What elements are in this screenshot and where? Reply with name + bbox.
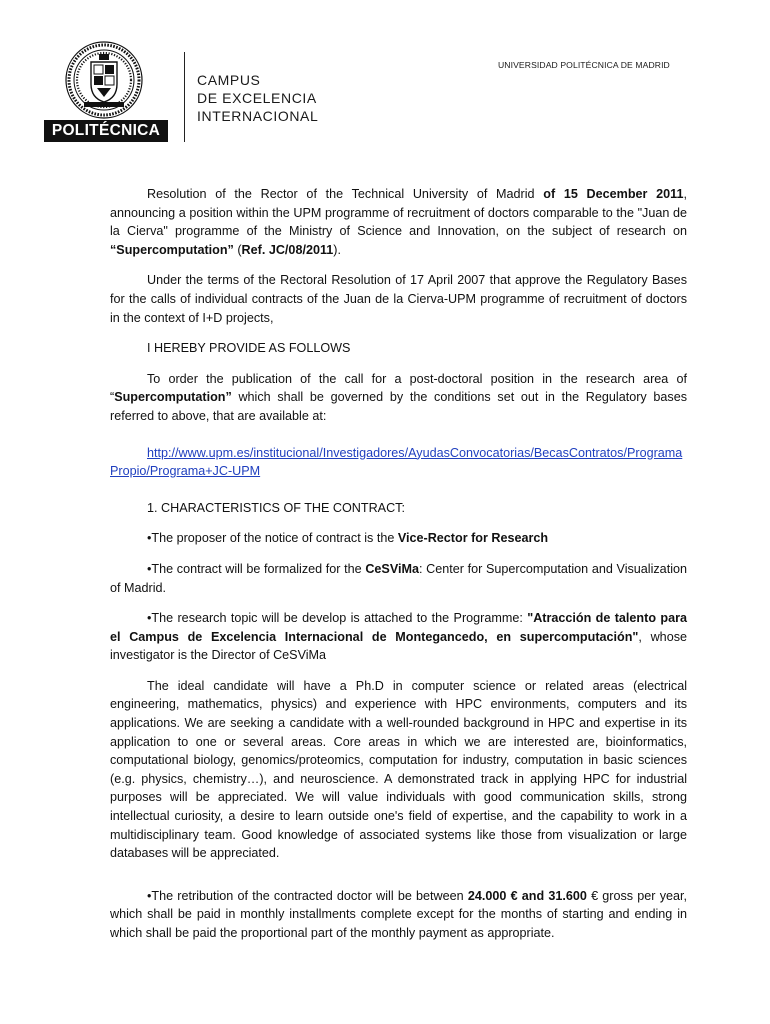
research-area: Supercomputation” <box>114 390 232 405</box>
resolution-text-paren: ( <box>233 242 242 257</box>
bullet-topic-text-end: , whose investigator is the Director of CeSViMa <box>110 629 687 663</box>
bullet-formalized-text: •The contract will be formalized for the <box>147 561 366 576</box>
programme-name: "Atracción de talento para el Campus de Excelencia Internacional de Montegancedo, en supercomputación" <box>110 611 687 644</box>
document-body <box>110 185 687 943</box>
resolution-date: of 15 December 2011 <box>543 187 684 201</box>
bullet-formalized-text-end: : Center for Supercomputation and Visualization of Madrid. <box>110 561 687 595</box>
vice-rector: Vice-Rector for Research <box>397 531 549 546</box>
research-subject: “Supercomputation” <box>110 242 234 257</box>
resolution-text: , announcing a position within the UPM programme of recruitment of doctors comparable to the "Juan de la Cierva" programme of the Ministry of Science and Innovation, on the subject of research on <box>110 187 687 239</box>
bullet-retribution <box>110 887 687 943</box>
campus-line-2: DE EXCELENCIA <box>197 90 317 106</box>
reference-number: Ref. JC/08/2011 <box>241 242 334 257</box>
politecnica-logo: POLITÉCNICA <box>44 120 168 142</box>
bullet-retribution-text-end: € gross per year, which shall be paid in monthly installments complete except for the months of starting and ending in which shall be paid the proportional part of the monthly payment as appropriate. <box>110 888 687 940</box>
campus-excelencia-logo <box>197 71 318 125</box>
cesvima-name: CeSViMa <box>365 561 419 576</box>
programme-link[interactable]: http://www.upm.es/institucional/Investigadores/AyudasConvocatorias/BecasContratos/ProgramaPropio/Programa+JC-UPM <box>110 445 683 479</box>
bullet-topic-text: •The research topic will be develop is attached to the Programme: <box>147 611 528 626</box>
order-paragraph <box>110 370 687 426</box>
section-heading: 1. CHARACTERISTICS OF THE CONTRACT: <box>147 500 405 515</box>
campus-line-1: CAMPUS <box>197 72 261 88</box>
bullet-formalized <box>110 560 687 597</box>
provide-statement: I HEREBY PROVIDE AS FOLLOWS <box>147 341 351 356</box>
url-paragraph <box>110 444 687 481</box>
order-text: To order the publication of the call for a post-doctoral position in the research area of “ <box>110 371 687 405</box>
salary-range: 24.000 € and 31.600 <box>467 888 587 903</box>
terms-paragraph: Under the terms of the Rectoral Resolution of 17 April 2007 that approve the Regulatory Bases for the calls of individual contracts of the Juan de la Cierva-UPM programme of recruitment of doctors in the context of I+D projects, <box>110 273 687 325</box>
order-text-end: which shall be governed by the conditions set out in the Regulatory bases referred to above, that are available at: <box>110 390 687 423</box>
university-seal-icon <box>64 40 144 120</box>
campus-line-3: INTERNACIONAL <box>197 108 319 124</box>
resolution-intro: Resolution of the Rector of the Technical University of Madrid <box>147 187 544 201</box>
university-name: UNIVERSIDAD POLITÉCNICA DE MADRID <box>498 60 670 70</box>
candidate-paragraph: The ideal candidate will have a Ph.D in computer science or related areas (electrical engineering, mathematics, physics) and experience with HPC environments, computers and its applications. We are seeking a candidate with a well-rounded background in HPC and expertise in its application to one or several areas. Core areas in which we are interested are, bioinformatics, computational biology, genomics/proteomics, computation for industry, computation in basic sciences (e.g. physics, chemistry…), and neuroscience. A demonstrated track in applying HPC for industrial purposes will be appreciated. We will value individuals with good communication skills, strong intellectual curiosity, a desire to learn outside one's field of expertise, and the capability to work in a multidisciplinary team. Good knowledge of associated systems like those from visualization or large databases will be appreciated. <box>110 678 687 861</box>
header-divider <box>184 52 185 142</box>
resolution-paragraph <box>110 185 687 259</box>
bullet-proposer-text: •The proposer of the notice of contract is the <box>147 531 398 546</box>
bullet-retribution-text: •The retribution of the contracted doctor will be between <box>147 888 468 903</box>
resolution-text-end: ). <box>333 242 341 257</box>
bullet-proposer <box>110 529 687 548</box>
bullet-research-topic <box>110 609 687 665</box>
